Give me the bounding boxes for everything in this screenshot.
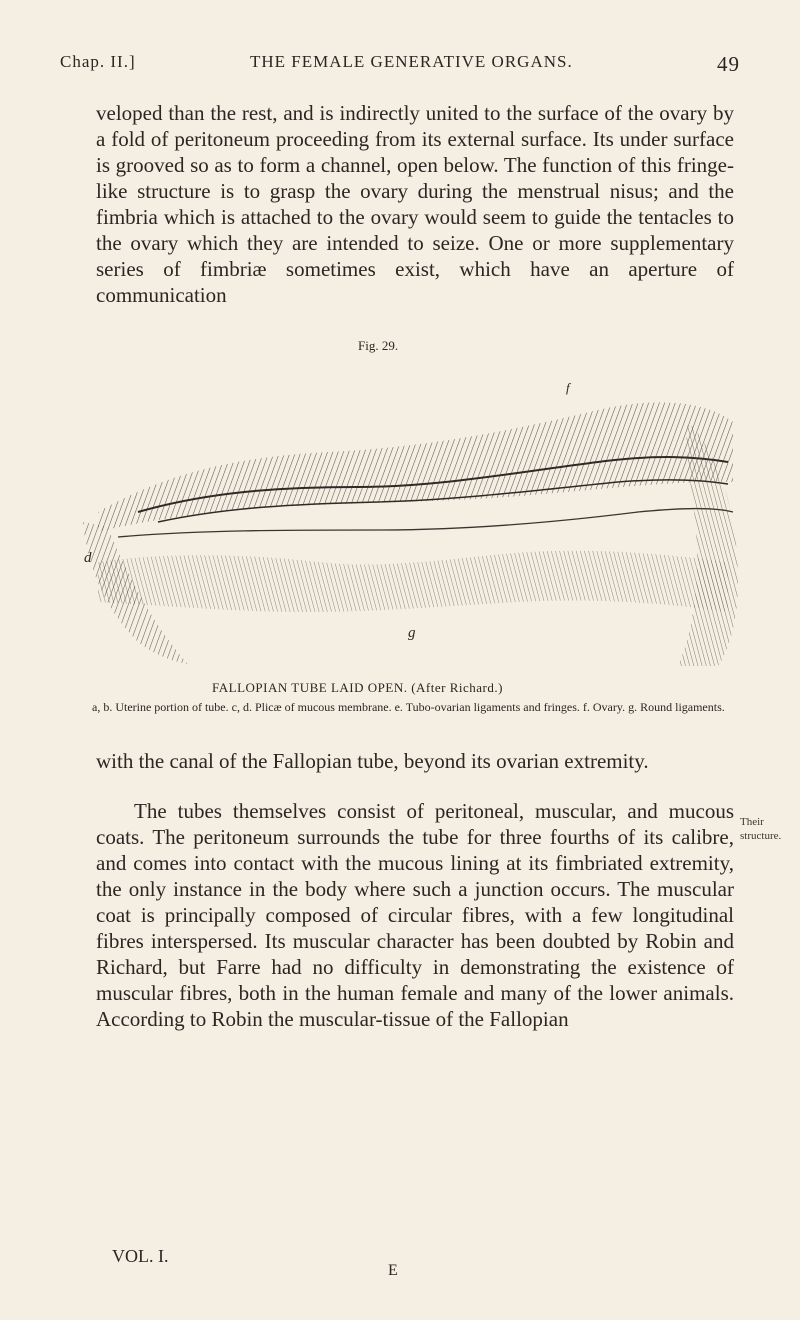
engraving-illustration (78, 362, 742, 668)
figure-label: Fig. 29. (358, 338, 399, 353)
paragraph-top: veloped than the rest, and is indirectly united to the surface of the ovary by a fold of peritoneum proceeding from its external surface. Its under surface is grooved so as to form a channel, open below. The function of this fringe-like structure is to grasp the ovary during the menstrual nisus; and the fimbria which is attached to the ovary would seem to guide the tentacles to the ovary which they are intended to seize. One or more supplementary series of fimbriæ sometimes exist, which have an aperture of communication (96, 101, 734, 307)
fallopian-tube-engraving (78, 362, 742, 668)
running-title: THE FEMALE GENERATIVE ORGANS. (250, 52, 573, 71)
letter-f: f (566, 380, 570, 395)
paragraph-after-figure: with the canal of the Fallopian tube, beyond its ovarian extremity. (96, 749, 649, 773)
figure-caption-title: FALLOPIAN TUBE LAID OPEN. (After Richard.) (212, 680, 503, 695)
volume-label: VOL. I. (112, 1246, 169, 1266)
lower-folds (98, 551, 728, 612)
running-header (60, 52, 740, 78)
margin-note: Their structure. (740, 816, 782, 842)
page-number: 49 (717, 52, 740, 76)
chapter-label: Chap. II.] (60, 52, 136, 71)
letter-d: d (84, 550, 92, 566)
paragraph-main: The tubes themselves consist of peritoneal, muscular, and mucous coats. The peritoneum surrounds the tube for three fourths of its calibre, and comes into contact with the mucous lining at its fimbriated extremity, the only instance in the body where such a junction occurs. The muscular coat is principally composed of circular fibres, with a few longitudinal fibres interspersed. Its muscular character has been doubted by Robin and Richard, but Farre had no difficulty in demonstrating the existence of muscular fibres, both in the human female and many of the lower animals. According to Robin the muscular-tissue of the Fallopian (96, 799, 734, 1031)
figure-caption-legend: a, b. Uterine portion of tube. c, d. Plicæ of mucous membrane. e. Tubo-ovarian ligaments and fringes. f. Ovary. g. Round ligaments. (92, 700, 725, 714)
letter-g: g (408, 625, 416, 641)
signature-mark: E (388, 1262, 398, 1279)
